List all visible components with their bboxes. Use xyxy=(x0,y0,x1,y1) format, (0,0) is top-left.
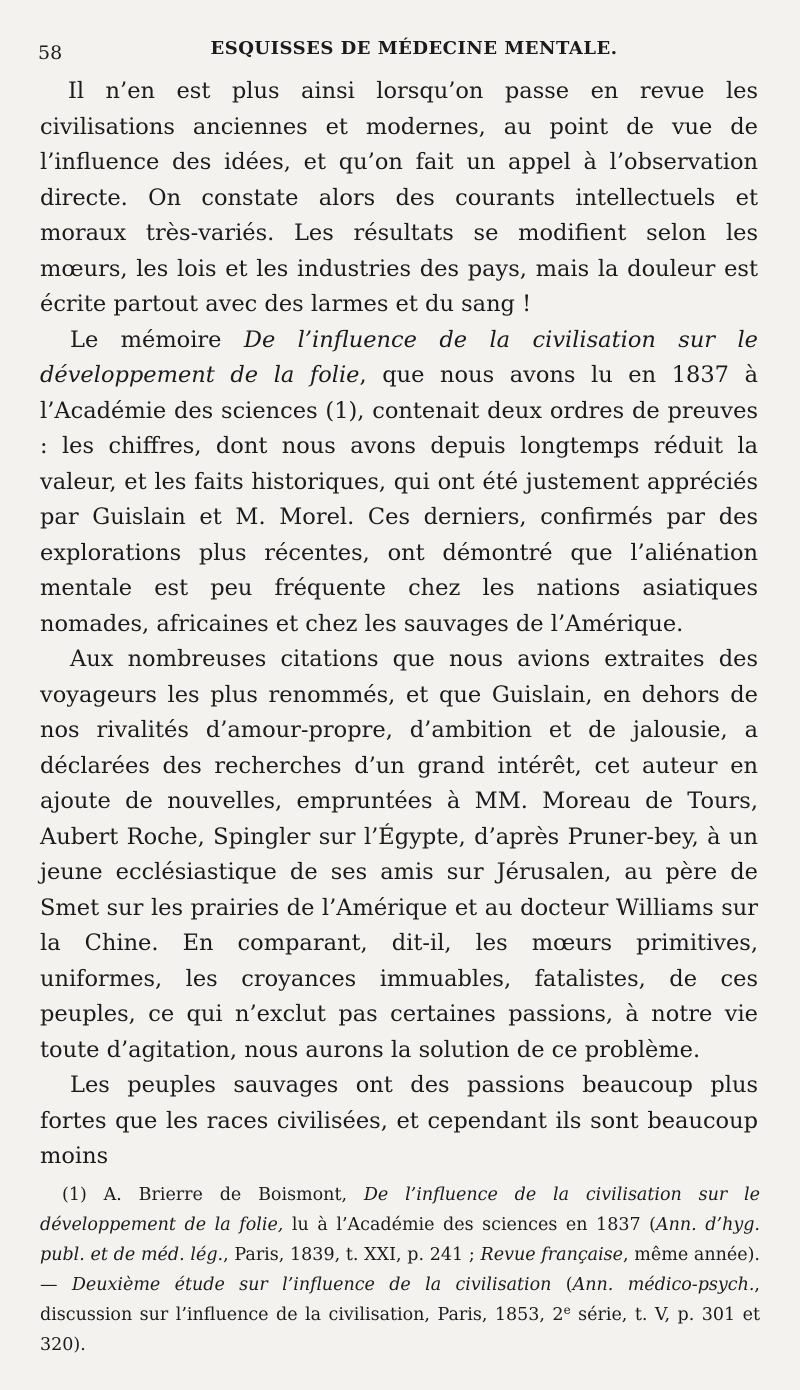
footnote-text-2: lu à l’Académie des sciences en 1837 ( xyxy=(283,1215,656,1235)
paragraph-3: Aux nombreuses citations que nous avions extraites des voyageurs les plus renommés, et que Guislain, en dehors de nos rivalités d’amour-propre, d’ambition et de jalousie, a déclarées des recherches d’un grand intérêt, cet auteur en ajoute de nouvelles, empruntées à MM. Moreau de Tours, Aubert Roche, Spingler sur l’Égypte, d’après Pruner-bey, à un jeune ecclésiastique de ses amis sur Jérusalen, au père de Smet sur les prairies de l’Amérique et au docteur Williams sur la Chine. En comparant, dit-il, les mœurs primitives, uniformes, les croyances immuables, fatalistes, de ces peuples, ce qui n’exclut pas certaines passions, à notre vie toute d’agitation, nous aurons la solution de ce problème. xyxy=(40,646,758,1063)
footnote-text-6: , discussion sur l’influence de la civilisation, Paris, 1853, 2 xyxy=(40,1275,760,1325)
footnote-1 xyxy=(40,1180,760,1360)
footnote-italic-3: Revue française xyxy=(480,1245,624,1265)
footnote-italic-1: De l’influence de la civilisation sur le développement de la folie, xyxy=(40,1185,760,1235)
footnote-italic-4: Deuxième étude sur l’influence de la civilisation xyxy=(71,1275,552,1295)
footnote-text-1: (1) A. Brierre de Boismont, xyxy=(62,1185,364,1205)
body-text xyxy=(40,74,758,1175)
running-title: ESQUISSES DE MÉDECINE MENTALE. xyxy=(210,38,618,59)
paragraph-4: Les peuples sauvages ont des passions beaucoup plus fortes que les races civilisées, et cependant ils sont beaucoup moins xyxy=(40,1072,758,1169)
footnote-text-3: , Paris, 1839, t. XXI, p. 241 ; xyxy=(223,1245,481,1265)
footnote-italic-2: Ann. d’hyg. publ. et de méd. lég. xyxy=(40,1215,760,1265)
footnote-italic-5: Ann. médico-psych. xyxy=(572,1275,755,1295)
footnote-text-7: série, t. V, p. 301 et 320). xyxy=(40,1305,760,1355)
paragraph-2 xyxy=(40,323,758,643)
paragraph-2-text-b: , que nous avons lu en 1837 à l’Académie des sciences (1), contenait deux ordres de preuves : les chiffres, dont nous avons depuis longtemps réduit la valeur, et les faits historiques, qui ont été justement appréciés par Guislain et M. Morel. Ces derniers, confirmés par des explorations plus récentes, ont démontré que l’aliénation mentale est peu fréquente chez les nations asiatiques nomades, africaines et chez les sauvages de l’Amérique. xyxy=(40,362,758,637)
paragraph-1: Il n’en est plus ainsi lorsqu’on passe en revue les civilisations anciennes et modernes, au point de vue de l’influence des idées, et qu’on fait un appel à l’observation directe. On constate alors des courants intellectuels et moraux très-variés. Les résultats se modifient selon les mœurs, les lois et les industries des pays, mais la douleur est écrite partout avec des larmes et du sang ! xyxy=(40,78,758,317)
running-head xyxy=(38,36,760,66)
page-number: 58 xyxy=(38,42,63,64)
paragraph-2-text-a: Le mémoire xyxy=(70,326,244,353)
footnote-text-4: , même année). — xyxy=(40,1245,760,1295)
footnote-text-5: ( xyxy=(551,1275,573,1295)
footnote xyxy=(40,1180,760,1360)
footnote-superscript: e xyxy=(563,1303,571,1317)
memoir-title: De l’influence de la civilisation sur le développement de la folie xyxy=(40,326,758,388)
